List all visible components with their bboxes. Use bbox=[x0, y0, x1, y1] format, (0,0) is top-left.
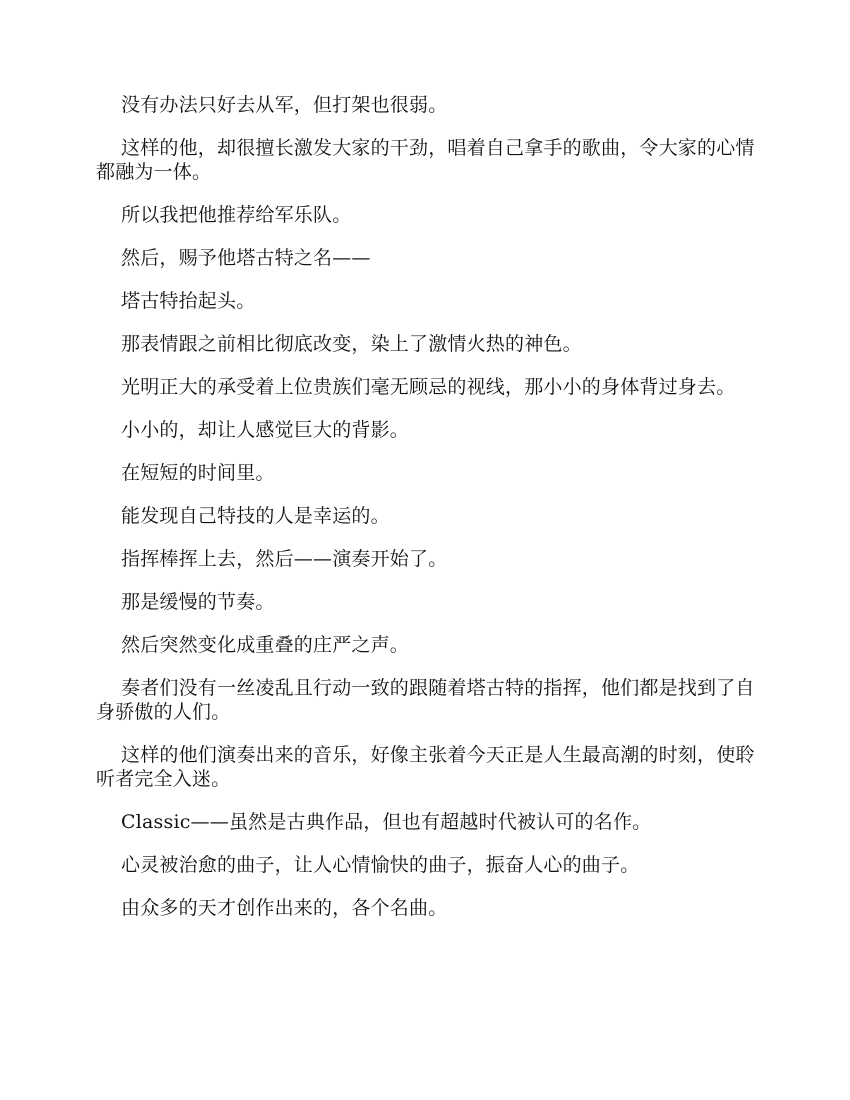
paragraph-13: 然后突然变化成重叠的庄严之声。 bbox=[121, 634, 410, 656]
paragraph-7: 光明正大的承受着上位贵族们毫无顾忌的视线，那小小的身体背过身去。 bbox=[121, 376, 736, 398]
paragraph-18: 由众多的天才创作出来的，各个名曲。 bbox=[121, 897, 448, 919]
paragraph-8: 小小的，却让人感觉巨大的背影。 bbox=[121, 419, 410, 441]
paragraph-5: 塔古特抬起头。 bbox=[121, 290, 256, 312]
paragraph-15: 这样的他们演奏出来的音乐，好像主张着今天正是人生最高潮的时刻，使聆听者完全入迷。 bbox=[96, 744, 755, 790]
paragraph-11: 指挥棒挥上去，然后——演奏开始了。 bbox=[121, 548, 448, 570]
paragraph-14: 奏者们没有一丝凌乱且行动一致的跟随着塔古特的指挥，他们都是找到了自身骄傲的人们。 bbox=[96, 677, 755, 723]
paragraph-1: 没有办法只好去从军，但打架也很弱。 bbox=[121, 94, 448, 116]
paragraph-9: 在短短的时间里。 bbox=[121, 462, 275, 484]
paragraph-17: 心灵被治愈的曲子，让人心情愉快的曲子，振奋人心的曲子。 bbox=[121, 854, 640, 876]
paragraph-16: Classic——虽然是古典作品，但也有超越时代被认可的名作。 bbox=[121, 811, 652, 833]
paragraph-12: 那是缓慢的节奏。 bbox=[121, 591, 275, 613]
paragraph-3: 所以我把他推荐给军乐队。 bbox=[121, 204, 352, 226]
paragraph-2: 这样的他，却很擅长激发大家的干劲，唱着自己拿手的歌曲，令大家的心情都融为一体。 bbox=[96, 137, 755, 183]
document-page bbox=[96, 93, 756, 939]
paragraph-4: 然后，赐予他塔古特之名—— bbox=[121, 247, 371, 269]
paragraph-6: 那表情跟之前相比彻底改变，染上了激情火热的神色。 bbox=[121, 333, 582, 355]
paragraph-10: 能发现自己特技的人是幸运的。 bbox=[121, 505, 390, 527]
